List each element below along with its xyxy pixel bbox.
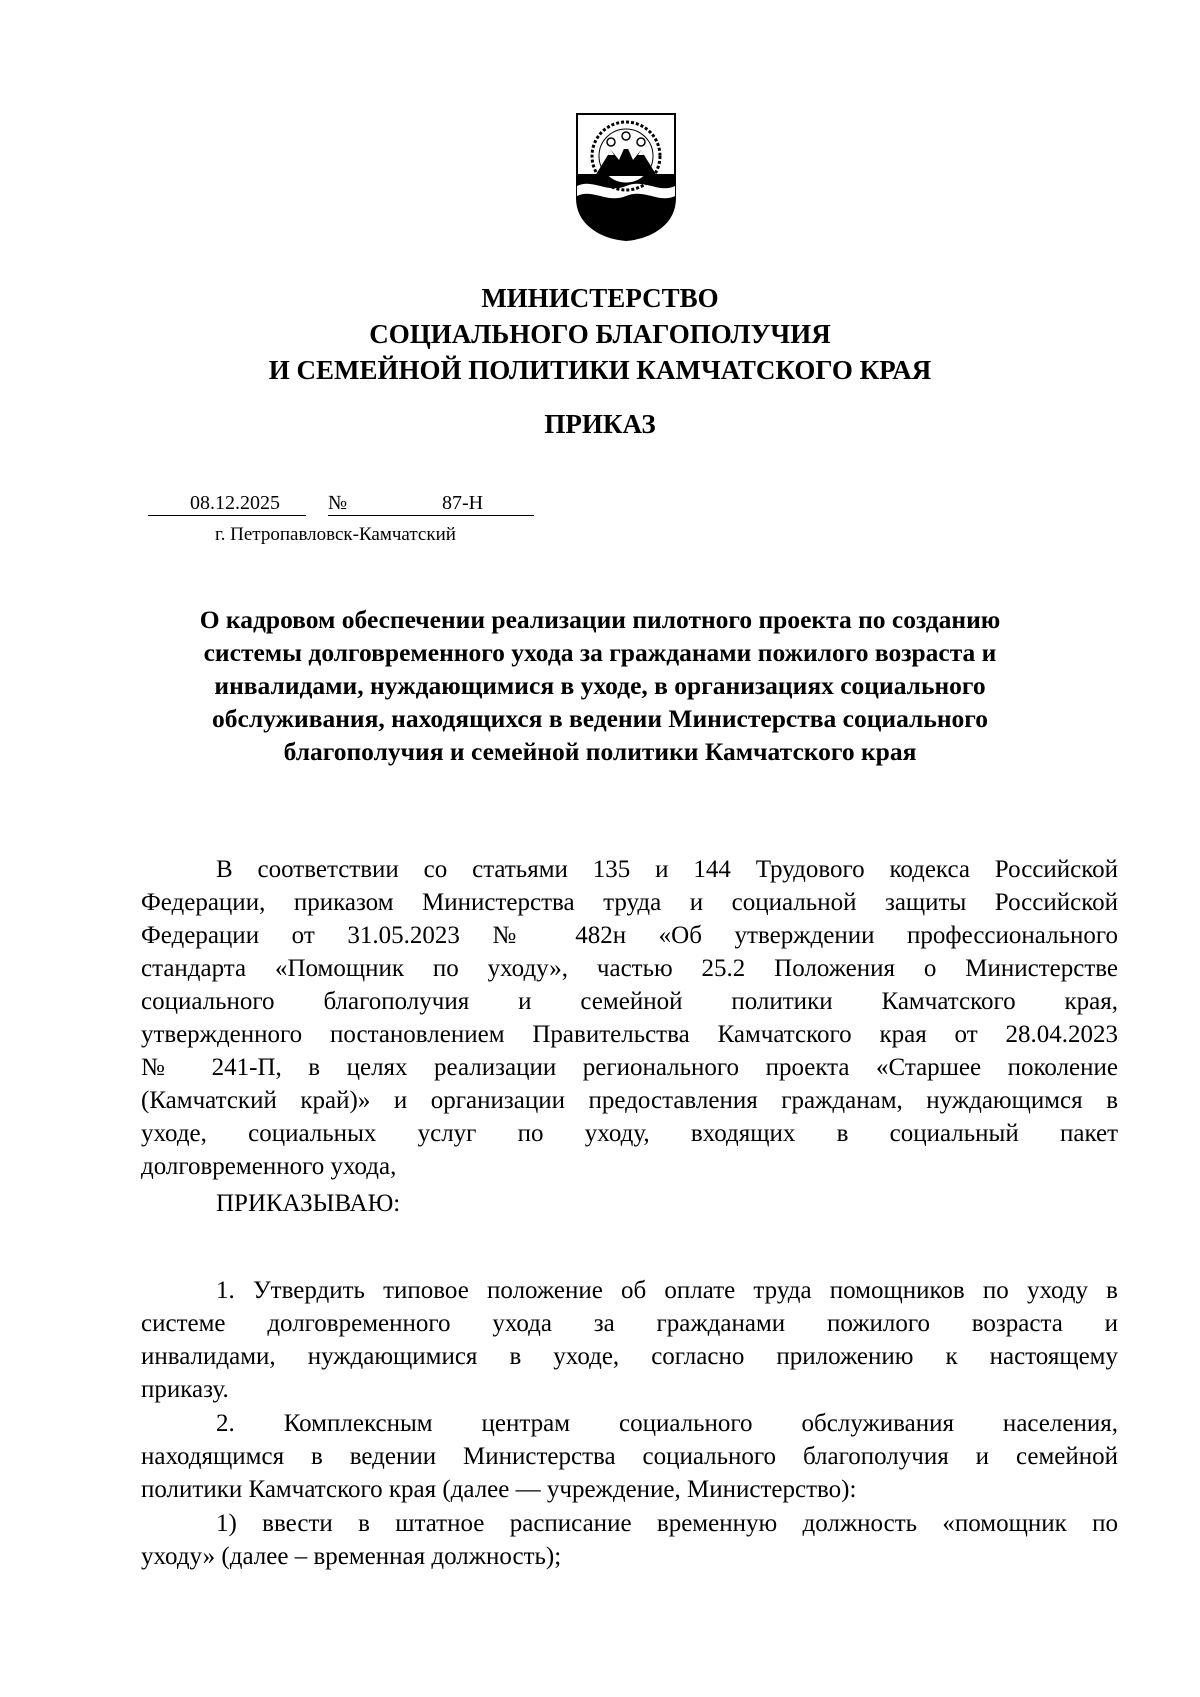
ministry-name-line: И СЕМЕЙНОЙ ПОЛИТИКИ КАМЧАТСКОГО КРАЯ (268, 355, 932, 385)
item-2-line: политики Камчатского края (далее — учреждение, Министерство): (141, 1476, 857, 1503)
preamble-line: Федерации от 31.05.2023 № 482н «Об утверждении профессионального (141, 922, 1118, 949)
subject-line: О кадровом обеспечении реализации пилотного проекта по созданию (199, 605, 1001, 634)
preamble-line: долговременного ухода, (141, 1153, 397, 1180)
number-underline (328, 515, 534, 516)
decree-word: ПРИКАЗЫВАЮ: (216, 1190, 401, 1217)
registration-number: 87-Н (442, 492, 484, 514)
subject-line: инвалидами, нуждающимися в уходе, в организациях социального (214, 671, 986, 700)
document-subject (100, 603, 1100, 768)
subject-line: обслуживания, находящихся в ведении Министерства социального (212, 704, 988, 733)
issue-city: г. Петропавловск-Камчатский (215, 524, 456, 545)
preamble-line: уходе, социальных услуг по уходу, входящих в социальный пакет (141, 1120, 1118, 1147)
item-2-1-paragraph (141, 1507, 1118, 1573)
item-1-line: 1. Утвердить типовое положение об оплате труда помощников по уходу в (216, 1277, 1118, 1304)
item-2-1-line: 1) ввести в штатное расписание временную должность «помощник по (216, 1510, 1118, 1537)
registration-number-sign: № (328, 492, 348, 514)
preamble-paragraph (141, 853, 1118, 1183)
preamble-line: В соответствии со статьями 135 и 144 Трудового кодекса Российской (216, 856, 1118, 883)
kamchatka-coat-of-arms-emblem (573, 112, 679, 242)
preamble-line: № 241-П, в целях реализации регионального проекта «Старшее поколение (141, 1054, 1118, 1081)
preamble-line: утвержденного постановлением Правительства Камчатского края от 28.04.2023 (141, 1021, 1118, 1048)
item-1-paragraph (141, 1274, 1118, 1406)
item-2-line: находящимся в ведении Министерства социального благополучия и семейной (141, 1443, 1118, 1470)
preamble-line: Федерации, приказом Министерства труда и социальной защиты Российской (141, 889, 1118, 916)
item-2-line: 2. Комплексным центрам социального обслуживания населения, (216, 1410, 1118, 1437)
item-2-1-line: уходу» (далее – временная должность); (141, 1543, 562, 1570)
item-1-line: системе долговременного ухода за гражданами пожилого возраста и (141, 1310, 1118, 1337)
preamble-line: стандарта «Помощник по уходу», частью 25.2 Положения о Министерстве (141, 955, 1118, 982)
ministry-name-line: МИНИСТЕРСТВО (481, 283, 719, 313)
item-1-line: инвалидами, нуждающимися в уходе, согласно приложению к настоящему (141, 1343, 1118, 1370)
ministry-name-line: СОЦИАЛЬНОГО БЛАГОПОЛУЧИЯ (369, 319, 831, 349)
preamble-line: (Камчатский край)» и организации предоставления гражданам, нуждающимся в (141, 1087, 1118, 1114)
subject-line: системы долговременного ухода за гражданами пожилого возраста и (203, 638, 997, 667)
document-type-title: ПРИКАЗ (544, 409, 656, 439)
ministry-name (0, 280, 1200, 388)
preamble-line: социального благополучия и семейной политики Камчатского края, (141, 988, 1118, 1015)
item-1-line: приказу. (141, 1376, 229, 1403)
subject-line: благополучия и семейной политики Камчатского края (283, 737, 917, 766)
item-2-paragraph (141, 1407, 1118, 1506)
registration-date: 08.12.2025 (190, 492, 280, 514)
